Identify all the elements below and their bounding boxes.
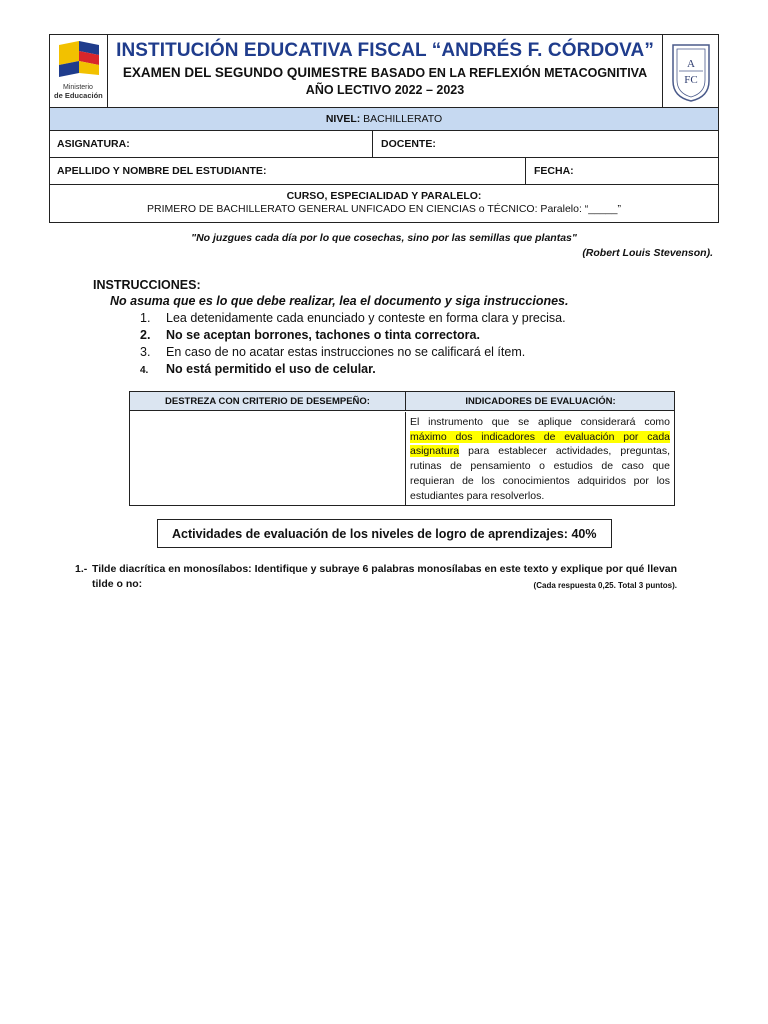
indicators-table: [129, 391, 675, 506]
docente-field[interactable]: DOCENTE:: [381, 138, 436, 150]
instructions-title: INSTRUCCIONES:: [93, 278, 201, 292]
school-crest-icon: [663, 35, 719, 107]
item-text: Lea detenidamente cada enunciado y conteste en forma clara y precisa.: [166, 311, 566, 325]
nivel-label: NIVEL:: [325, 113, 361, 125]
item-number: 2.: [140, 328, 151, 342]
nivel-value: BACHILLERATO: [363, 113, 443, 125]
ministry-logo-line2: de Educación: [54, 91, 103, 100]
apellido-row: [50, 158, 718, 185]
header-titles: [108, 35, 662, 107]
exam-title-main: EXAMEN DEL SEGUNDO QUIMESTRE: [122, 65, 368, 80]
exam-title: [108, 65, 662, 80]
indicators-header: [130, 392, 674, 411]
activities-title: Actividades de evaluación de los niveles de logro de aprendizajes: 40%: [157, 519, 612, 548]
ministry-logo-cell: [50, 35, 108, 107]
destreza-cell[interactable]: [130, 412, 406, 505]
asignatura-field[interactable]: ASIGNATURA:: [50, 131, 373, 157]
item-text: No está permitido el uso de celular.: [166, 362, 376, 376]
instructions-list: [140, 310, 566, 378]
item-text: En caso de no acatar estas instrucciones no se calificará el ítem.: [166, 345, 526, 359]
svg-text:A: A: [687, 58, 695, 70]
asignatura-row: [50, 131, 718, 158]
question-points: (Cada respuesta 0,25. Total 3 puntos).: [533, 581, 677, 590]
item-number: 4.: [140, 365, 149, 376]
list-item: [140, 310, 566, 327]
item-number: 3.: [140, 345, 151, 359]
student-name-field[interactable]: APELLIDO Y NOMBRE DEL ESTUDIANTE:: [50, 158, 526, 184]
indicators-highlight: máximo dos indicadores de evaluación por cada asignatura: [410, 430, 670, 458]
curso-label: CURSO, ESPECIALIDAD Y PARALELO:: [286, 190, 482, 202]
destreza-header: DESTREZA CON CRITERIO DE DESEMPEÑO:: [130, 392, 406, 411]
exam-title-rest: BASADO EN LA REFLEXIÓN METACOGNITIVA: [370, 66, 648, 80]
list-item: [140, 327, 566, 344]
curso-row: [50, 185, 718, 223]
ministry-logo: [53, 39, 105, 103]
indicators-text-before: El instrumento que se aplique considerará como: [410, 416, 670, 428]
quote-author: (Robert Louis Stevenson).: [582, 247, 713, 259]
svg-text:FC: FC: [684, 74, 698, 86]
quote-text: "No juzgues cada día por lo que cosechas, sino por las semillas que plantas": [191, 232, 577, 244]
question-number: 1.-: [75, 563, 88, 575]
school-year: AÑO LECTIVO 2022 – 2023: [305, 83, 465, 97]
school-logo-cell: [662, 35, 718, 107]
indicadores-header: INDICADORES DE EVALUACIÓN:: [465, 396, 616, 407]
instructions-subtitle: No asuma que es lo que debe realizar, lea el documento y siga instrucciones.: [110, 294, 569, 308]
indicadores-cell: [410, 415, 670, 503]
indicators-text-after: para establecer actividades, preguntas, rutinas de pensamiento o estudios de caso que requieran de los conocimientos adquiridos por los estudiantes para resolverlos.: [410, 445, 670, 502]
curso-value[interactable]: PRIMERO DE BACHILLERATO GENERAL UNFICADO EN CIENCIAS o TÉCNICO: Paralelo: “_____”: [147, 203, 621, 215]
question-text: Tilde diacrítica en monosílabos: Identifique y subraye 6 palabras monosílabas en este texto y explique por qué llevan tilde o no:: [92, 563, 678, 590]
item-number: 1.: [140, 311, 151, 325]
ministry-logo-line1: Ministerio: [63, 84, 93, 91]
list-item: [140, 344, 566, 361]
list-item: [140, 361, 566, 378]
nivel-row: [50, 108, 718, 131]
institution-title: INSTITUCIÓN EDUCATIVA FISCAL “ANDRÉS F. CÓRDOVA”: [116, 40, 654, 61]
fecha-field[interactable]: FECHA:: [534, 165, 574, 177]
header-table: [49, 34, 719, 223]
item-text: No se aceptan borrones, tachones o tinta correctora.: [166, 328, 480, 342]
header-top-row: [50, 35, 718, 108]
